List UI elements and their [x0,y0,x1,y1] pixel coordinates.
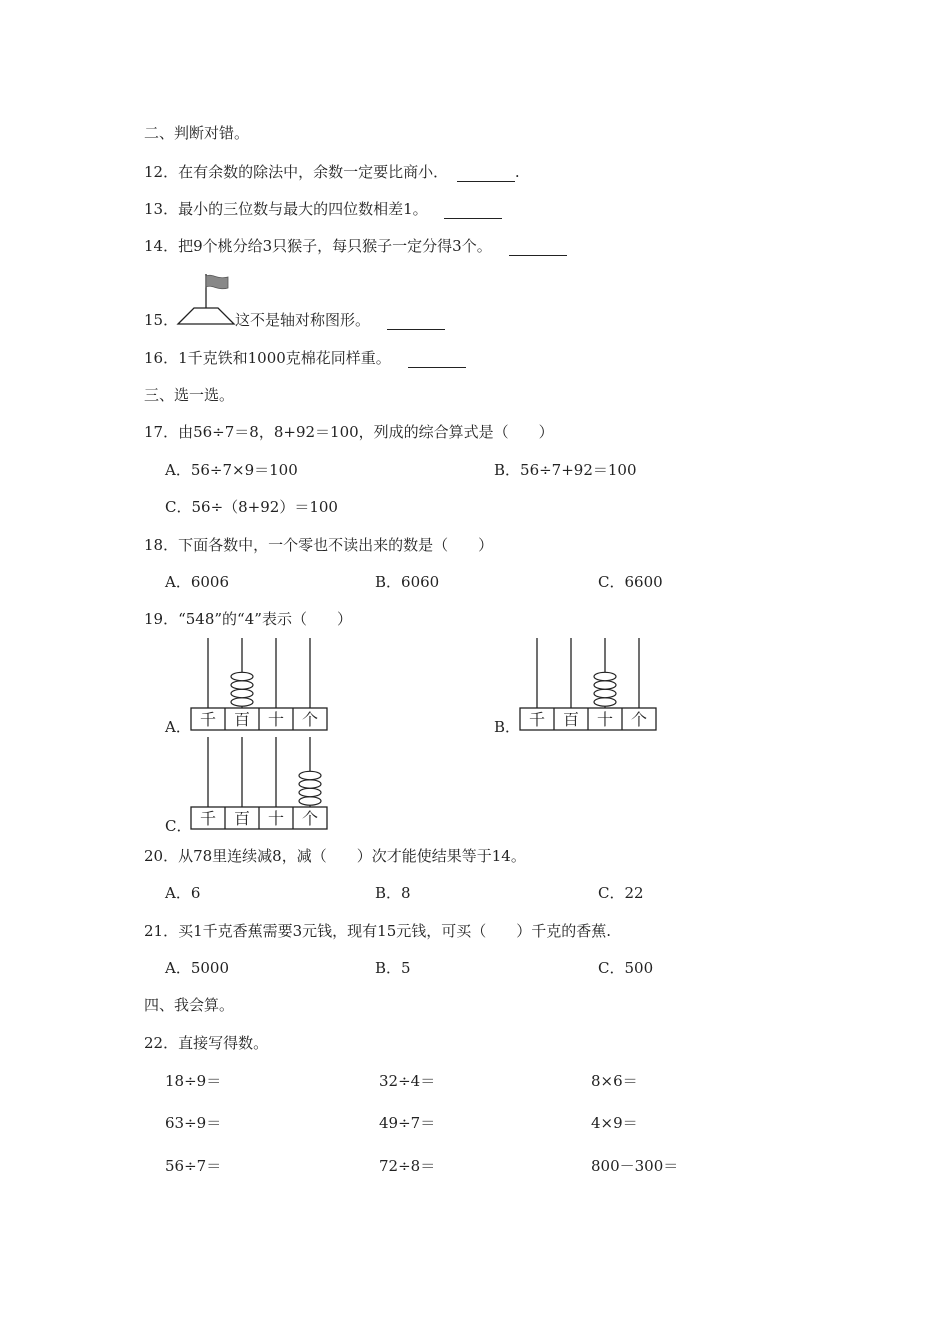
option-b[interactable]: B．5 [375,959,411,977]
question-tail: . [514,163,520,181]
question-number: 18． [144,536,179,554]
question-21 [144,921,611,941]
calc-item: 49÷7＝ [379,1114,436,1132]
abacus-place-label: 千 [528,710,546,729]
option-c[interactable]: C．6600 [598,573,663,591]
question-text: 买1千克香蕉需要3元钱，现有15元钱，可买（ ）千克的香蕉. [178,922,612,940]
calc-item: 32÷4＝ [379,1072,436,1090]
answer-blank[interactable] [444,204,502,219]
option-a[interactable]: A． [165,718,191,736]
question-number: 20． [144,847,179,865]
question-text: 在有余数的除法中，余数一定要比商小． [178,163,449,181]
question-12 [144,162,520,182]
option-c[interactable]: C． [165,817,192,835]
question-text: 从78里连续减8，减（ ）次才能使结果等于14。 [178,847,526,865]
calc-item: 56÷7＝ [165,1157,222,1175]
abacus-bead [231,698,253,706]
abacus-bead [231,689,253,697]
question-text: “548”的“4”表示（ ） [178,610,352,628]
question-text: 这不是轴对称图形。 [235,311,371,329]
abacus-place-label: 百 [562,710,580,729]
question-number: 15． [144,311,179,329]
question-14 [144,236,567,256]
question-text: 1千克铁和1000克棉花同样重。 [178,349,391,367]
abacus-place-label: 十 [267,710,285,729]
question-number: 21． [144,922,179,940]
abacus-bead [299,771,321,779]
option-b[interactable]: B． [494,718,521,736]
abacus-option-c[interactable] [190,735,330,831]
question-text: 直接写得数。 [178,1034,269,1052]
option-b[interactable]: B．6060 [375,573,440,591]
abacus-place-label: 千 [199,809,217,828]
answer-blank[interactable] [457,167,515,182]
abacus-bead [231,681,253,689]
question-number: 16． [144,349,179,367]
question-15-text-line [235,310,445,330]
calc-item: 18÷9＝ [165,1072,222,1090]
section-calc-heading: 四、我会算。 [144,996,235,1014]
question-number: 13． [144,200,179,218]
abacus-option-b[interactable] [519,636,659,732]
question-13 [144,199,502,219]
answer-blank[interactable] [387,315,445,330]
option-a[interactable]: A．6 [165,884,201,902]
calc-item: 800－300＝ [591,1157,679,1175]
question-text: 把9个桃分给3只猴子，每只猴子一定分得3个。 [178,237,492,255]
abacus-place-label: 十 [596,710,614,729]
abacus-place-label: 个 [301,710,319,729]
option-b[interactable]: B．56÷7+92＝100 [494,461,637,479]
question-number: 19． [144,610,179,628]
question-text: 下面各数中，一个零也不读出来的数是（ ） [178,536,494,554]
abacus-place-label: 个 [301,809,319,828]
option-b[interactable]: B．8 [375,884,411,902]
question-number: 12． [144,163,179,181]
question-number: 22． [144,1034,179,1052]
question-19 [144,609,352,629]
question-16 [144,348,466,368]
option-c[interactable]: C．56÷（8+92）＝100 [165,498,338,516]
section-judge-heading: 二、判断对错。 [144,124,250,142]
question-15 [144,310,178,330]
section-choose-heading: 三、选一选。 [144,386,235,404]
flag-figure [176,272,236,326]
option-a[interactable]: A．6006 [165,573,230,591]
abacus-bead [231,672,253,680]
question-number: 17． [144,423,179,441]
abacus-bead [299,780,321,788]
abacus-bead [299,797,321,805]
abacus-bead [594,689,616,697]
option-c[interactable]: C．22 [598,884,644,902]
abacus-bead [594,681,616,689]
question-text: 由56÷7＝8，8+92＝100，列成的综合算式是（ ） [178,423,554,441]
answer-blank[interactable] [408,353,466,368]
question-22 [144,1033,268,1053]
question-18 [144,535,493,555]
question-17 [144,422,554,442]
option-c[interactable]: C．500 [598,959,654,977]
calc-item: 4×9＝ [591,1114,638,1132]
abacus-bead [299,788,321,796]
abacus-place-label: 百 [233,710,251,729]
option-a[interactable]: A．5000 [165,959,230,977]
question-text: 最小的三位数与最大的四位数相差1。 [178,200,428,218]
abacus-option-a[interactable] [190,636,330,732]
question-20 [144,846,526,866]
abacus-place-label: 百 [233,809,251,828]
calc-item: 72÷8＝ [379,1157,436,1175]
abacus-place-label: 十 [267,809,285,828]
calc-item: 63÷9＝ [165,1114,222,1132]
answer-blank[interactable] [509,241,567,256]
abacus-bead [594,698,616,706]
abacus-place-label: 千 [199,710,217,729]
question-number: 14． [144,237,179,255]
calc-item: 8×6＝ [591,1072,638,1090]
abacus-bead [594,672,616,680]
option-a[interactable]: A．56÷7×9＝100 [165,461,298,479]
abacus-place-label: 个 [630,710,648,729]
